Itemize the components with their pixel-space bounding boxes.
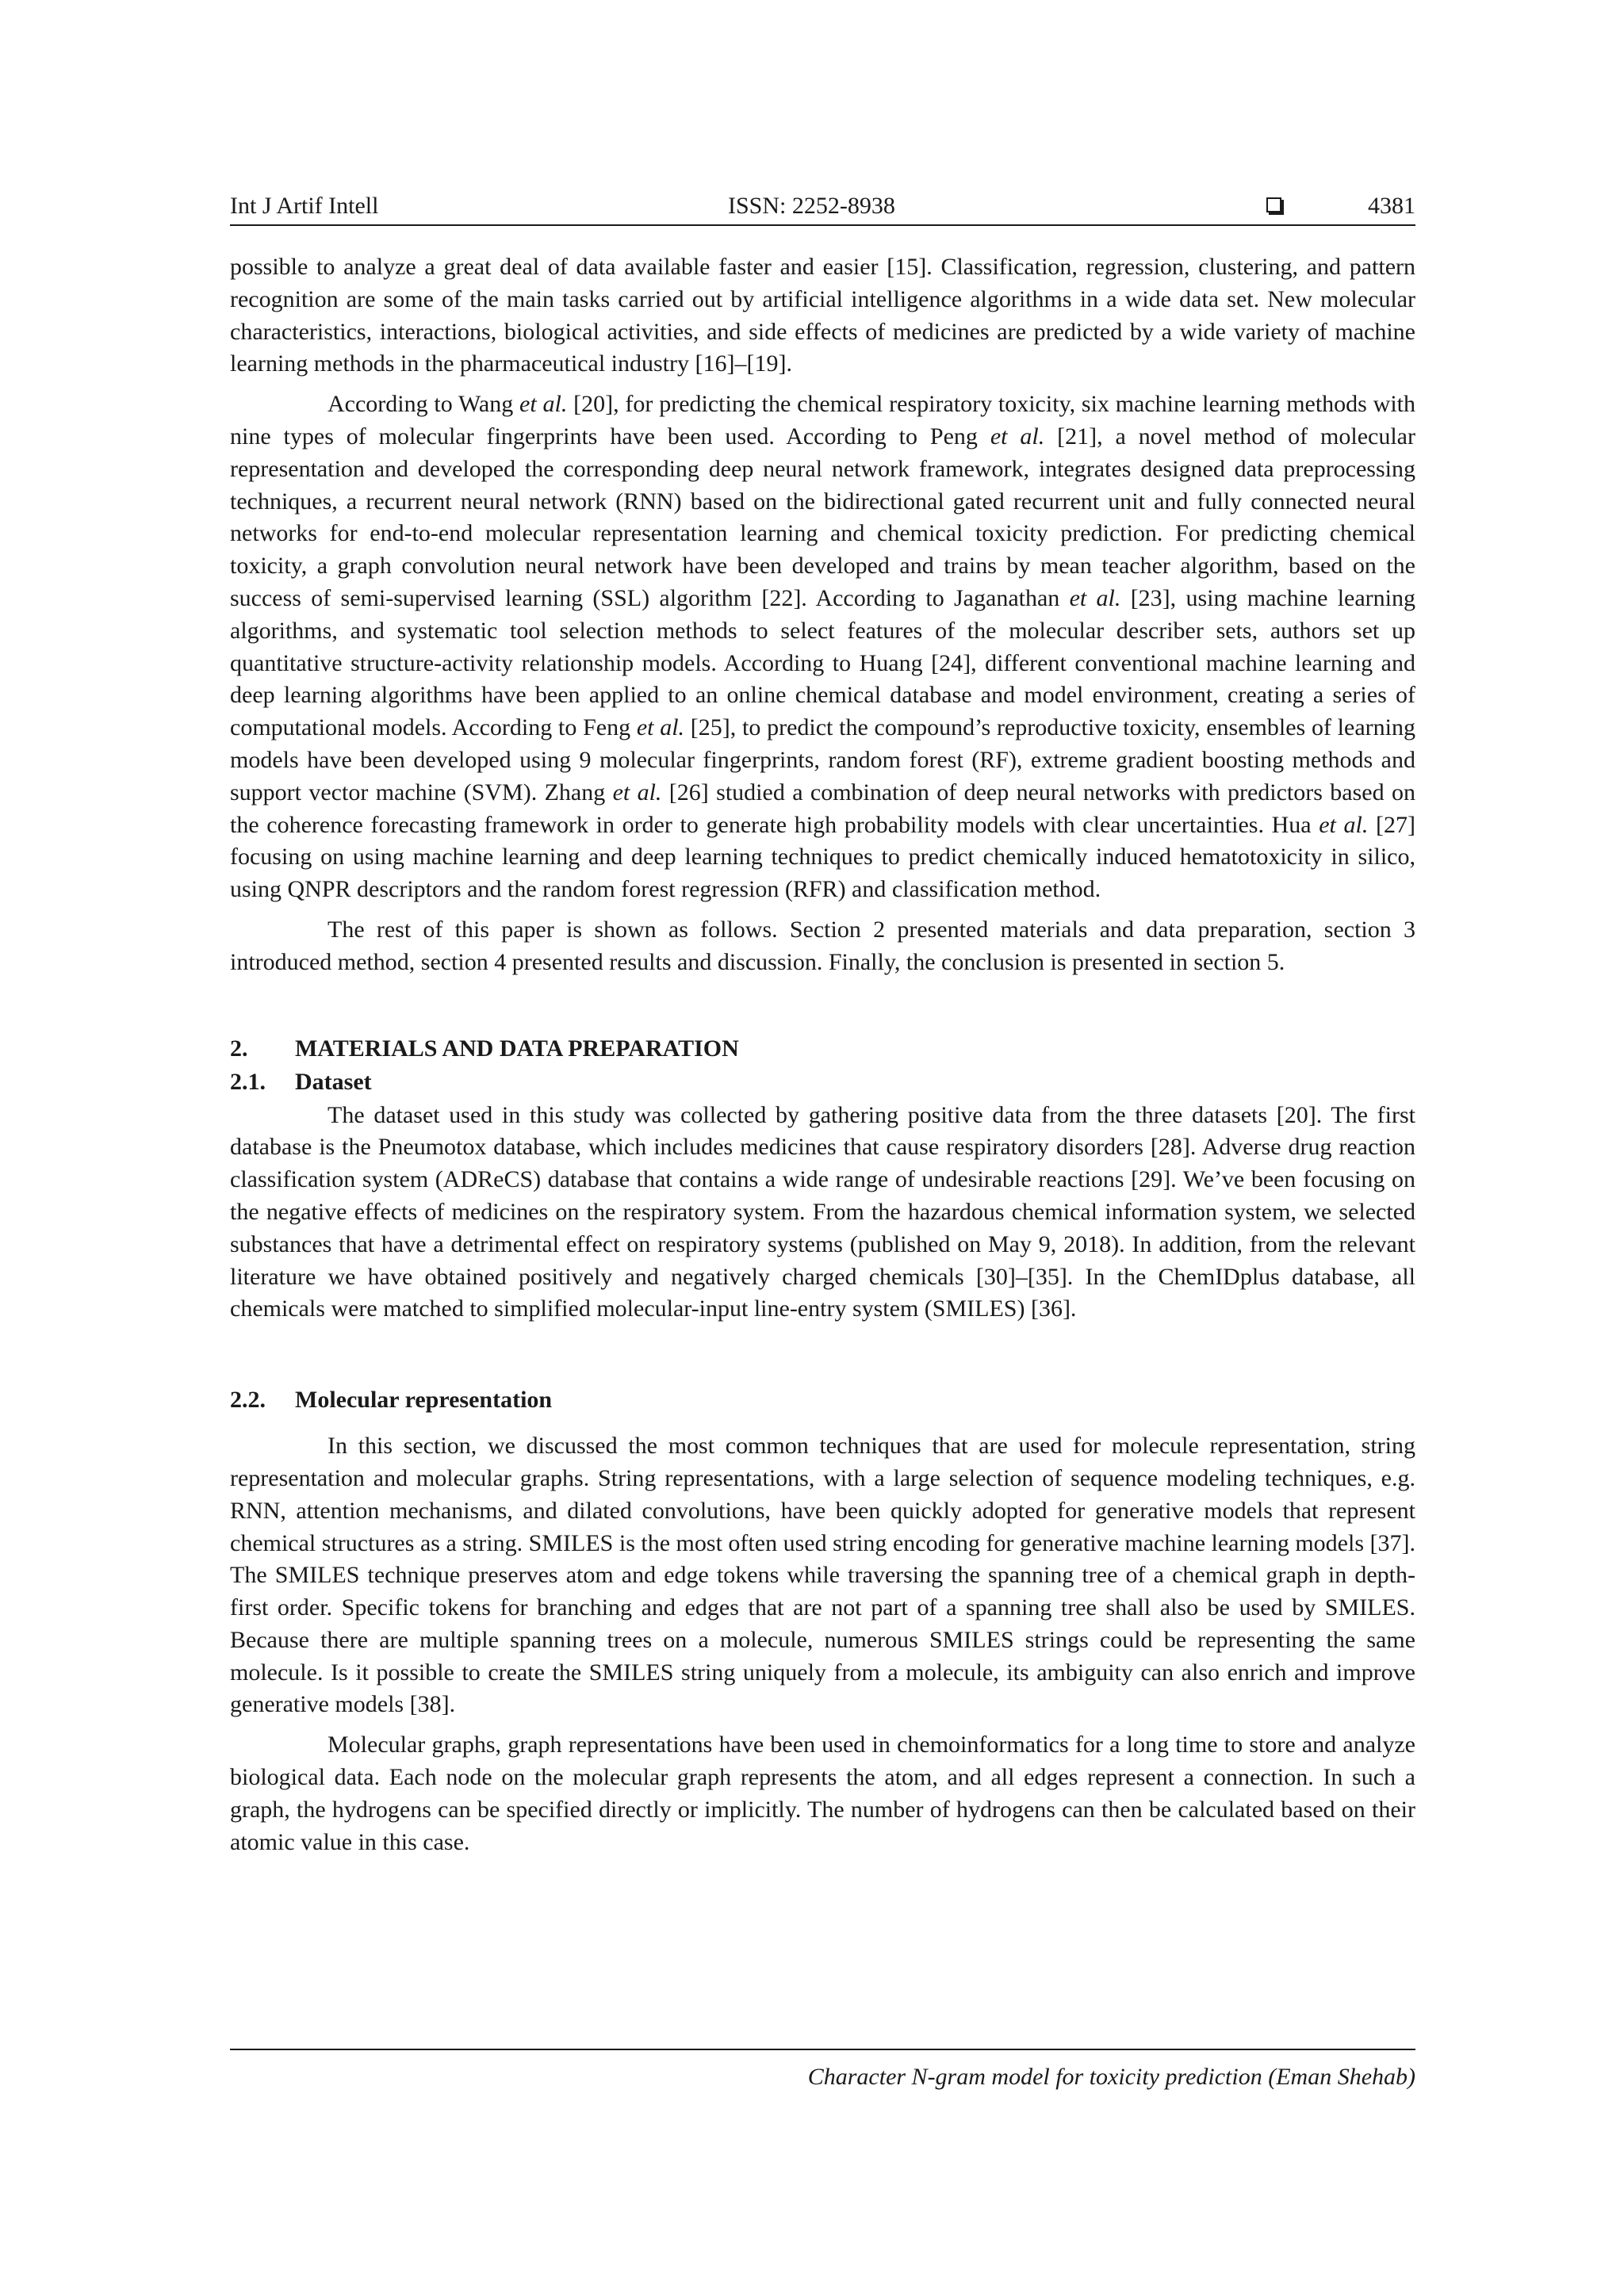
text-run: [25], to predict the compound’s reproductive toxicity, ensembles of learning models have been developed using 9 molecular fingerprints, random forest (RF), extreme gradient boosting methods and support vector machine (SVM). Zhang xyxy=(230,714,1415,806)
text-run: [21], a novel method of molecular representation and developed the corresponding deep neural network framework, integrates designed data preprocessing techniques, a recurrent neural network (RNN) based on the bidirectional gated recurrent unit and fully connected neural networks for end-to-end molecular representation learning and chemical toxicity prediction. For predicting chemical toxicity, a graph convolution neural network have been developed and trains by mean teacher algorithm, based on the success of semi-supervised learning (SSL) algorithm [22]. According to Jaganathan xyxy=(230,423,1415,611)
text-run: [26] studied a combination of deep neural networks with predictors based on the coherence forecasting framework in order to generate high probability models with clear uncertainties. Hua xyxy=(230,779,1415,838)
page-number: 4381 xyxy=(1368,193,1415,219)
text-run: et al. xyxy=(636,714,685,741)
text-run: et al. xyxy=(1069,584,1121,611)
intro-paragraph-3: The rest of this paper is shown as follows. Section 2 presented materials and data preparation, section 3 introduced method, section 4 presented results and discussion. Finally, the conclusion is presented in section 5. xyxy=(230,916,1415,975)
subsection-number: 2.1. xyxy=(230,1068,266,1095)
dataset-paragraph: The dataset used in this study was collected by gathering positive data from the three datasets [20]. The first database is the Pneumotox database, which includes medicines that cause respiratory disorders [28]. Adverse drug reaction classification system (ADReCS) database that contains a wide range of undesirable reactions [29]. We’ve been focusing on the negative effects of medicines on the respiratory system. From the hazardous chemical information system, we selected substances that have a detrimental effect on respiratory systems (published on May 9, 2018). In addition, from the relevant literature we have obtained positively and negatively charged chemicals [30]–[35]. In the ChemIDplus database, all chemicals were matched to simplified molecular-input line-entry system (SMILES) [36]. xyxy=(230,1101,1415,1322)
text-run: [20], for predicting the chemical respiratory toxicity, six machine learning methods with nine types of molecular fingerprints have been used. According to Peng xyxy=(230,391,1415,450)
body-text xyxy=(230,251,1415,1858)
header-rule xyxy=(230,224,1415,226)
subsection-heading xyxy=(230,1066,1415,1098)
footer-rule xyxy=(230,2049,1415,2050)
text-run: et al. xyxy=(519,391,568,418)
subsection-title: Dataset xyxy=(295,1068,372,1095)
box-icon xyxy=(1266,197,1281,212)
running-footer: Character N-gram model for toxicity prediction (Eman Shehab) xyxy=(807,2064,1415,2090)
intro-paragraph-1: possible to analyze a great deal of data available faster and easier [15]. Classification, regression, clustering, and pattern recognition are some of the main tasks carried out by artificial intelligence algorithms in a wide data set. New molecular characteristics, interactions, biological activities, and side effects of medicines are predicted by a wide variety of machine learning methods in the pharmaceutical industry [16]–[19]. xyxy=(230,254,1415,377)
issn: ISSN: 2252-8938 xyxy=(728,193,895,219)
subsection-heading xyxy=(230,1384,1415,1416)
text-run: et al. xyxy=(1319,811,1369,838)
subsection-number: 2.2. xyxy=(230,1387,266,1414)
text-run: [23], using machine learning algorithms, and systematic tool selection methods to select features of the molecular describer sets, authors set up quantitative structure-activity relationship models. According to Huang [24], different conventional machine learning and deep learning algorithms have been applied to an online chemical database and model environment, creating a series of computational models. According to Feng xyxy=(230,584,1415,741)
journal-name: Int J Artif Intell xyxy=(230,193,379,219)
intro-paragraph-2 xyxy=(230,388,1415,906)
text-run: et al. xyxy=(990,423,1045,450)
running-header xyxy=(230,189,1415,224)
subsection-title: Molecular representation xyxy=(295,1387,553,1414)
section-title: MATERIALS AND DATA PREPARATION xyxy=(295,1035,739,1062)
text-run: et al. xyxy=(612,779,662,806)
representation-paragraph-2: Molecular graphs, graph representations have been used in chemoinformatics for a long time to store and analyze biological data. Each node on the molecular graph represents the atom, and all edges represent a connection. In such a graph, the hydrogens can be specified directly or implicitly. The number of hydrogens can then be calculated based on their atomic value in this case. xyxy=(230,1732,1415,1855)
representation-paragraph-1: In this section, we discussed the most common techniques that are used for molecule representation, string representation and molecular graphs. String representations, with a large selection of sequence modeling techniques, e.g. RNN, attention mechanisms, and dilated convolutions, have been quickly adopted for generative models that represent chemical structures as a string. SMILES is the most often used string encoding for generative machine learning models [37]. The SMILES technique preserves atom and edge tokens while traversing the spanning tree of a chemical graph in depth-first order. Specific tokens for branching and edges that are not part of a spanning tree shall also be used by SMILES. Because there are multiple spanning trees on a molecule, numerous SMILES strings could be representing the same molecule. Is it possible to create the SMILES string uniquely from a molecule, its ambiguity can also enrich and improve generative models [38]. xyxy=(230,1433,1415,1718)
paper-page xyxy=(230,0,1415,2296)
section-heading xyxy=(230,1033,1415,1065)
text-run: [27] focusing on using machine learning and deep learning techniques to predict chemically induced hematotoxicity in silico, using QNPR descriptors and the random forest regression (RFR) and classification method. xyxy=(230,811,1415,903)
text-run: According to Wang xyxy=(327,391,520,418)
section-number: 2. xyxy=(230,1035,248,1062)
